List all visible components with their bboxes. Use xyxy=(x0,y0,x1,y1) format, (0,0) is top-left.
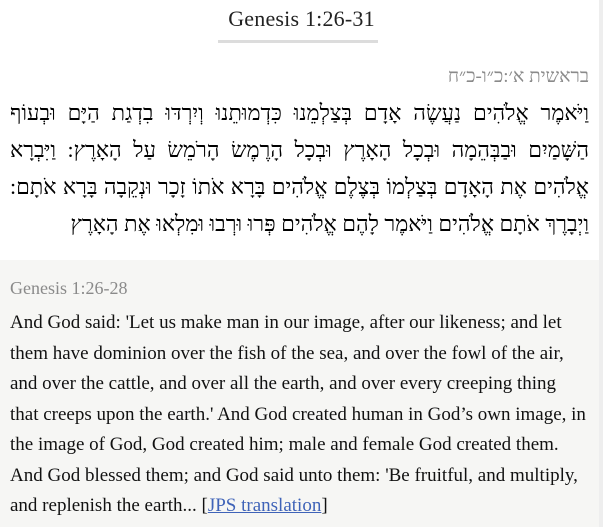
english-passage xyxy=(0,260,599,527)
hebrew-passage xyxy=(0,60,599,260)
english-text: And God said: 'Let us make man in our image, after our likeness; and let them have dominion over the fish of the sea, and over the fowl of the air, and over the cattle, and over all the earth, and over every creeping thing that creeps upon the earth.' And God created human in God’s own image, in the image of God, God created him; male and female God created them. And God blessed them; and God said unto them: 'Be fruitful, and multiply, and replenish the earth... xyxy=(10,312,586,516)
bracket-close: ] xyxy=(321,495,328,516)
english-text-block xyxy=(10,308,587,522)
jps-translation-link[interactable]: JPS translation xyxy=(207,495,322,516)
header xyxy=(0,0,603,60)
hebrew-reference: בראשית א׳:כ״ו-כ״ח xyxy=(447,66,589,87)
title-divider xyxy=(218,40,378,43)
bracket-open: [ xyxy=(201,495,208,516)
page-title: Genesis 1:26-31 xyxy=(228,6,375,31)
scrollbar[interactable] xyxy=(599,0,603,527)
hebrew-text: וַיֹּאמֶר אֱלֹהִים נַעֲשֶׂה אָדָם בְּצַלְמֵנוּ כִּדְמוּתֵנוּ וְיִרְדּוּ בִדְגַת הַיָּם וּבְעוֹף הַשָּׁמַיִם וּבַבְּהֵמָה וּבְכָל הָאָרֶץ וּבְכָל הָרֶמֶשׂ הָרֹמֵשׂ עַל הָאָרֶץ: וַיִּבְרָא אֱלֹהִים אֶת הָאָדָם בְּצַלְמוֹ בְּצֶלֶם אֱלֹהִים בָּרָא אֹתוֹ זָכָר וּנְקֵבָה בָּרָא אֹתָם: וַיְבָרֶךְ אֹתָם אֱלֹהִים וַיֹּאמֶר לָהֶם אֱלֹהִים פְּרוּ וּרְבוּ וּמִלְאוּ אֶת הָאָרֶץ xyxy=(10,100,589,236)
english-reference: Genesis 1:26-28 xyxy=(10,278,128,298)
